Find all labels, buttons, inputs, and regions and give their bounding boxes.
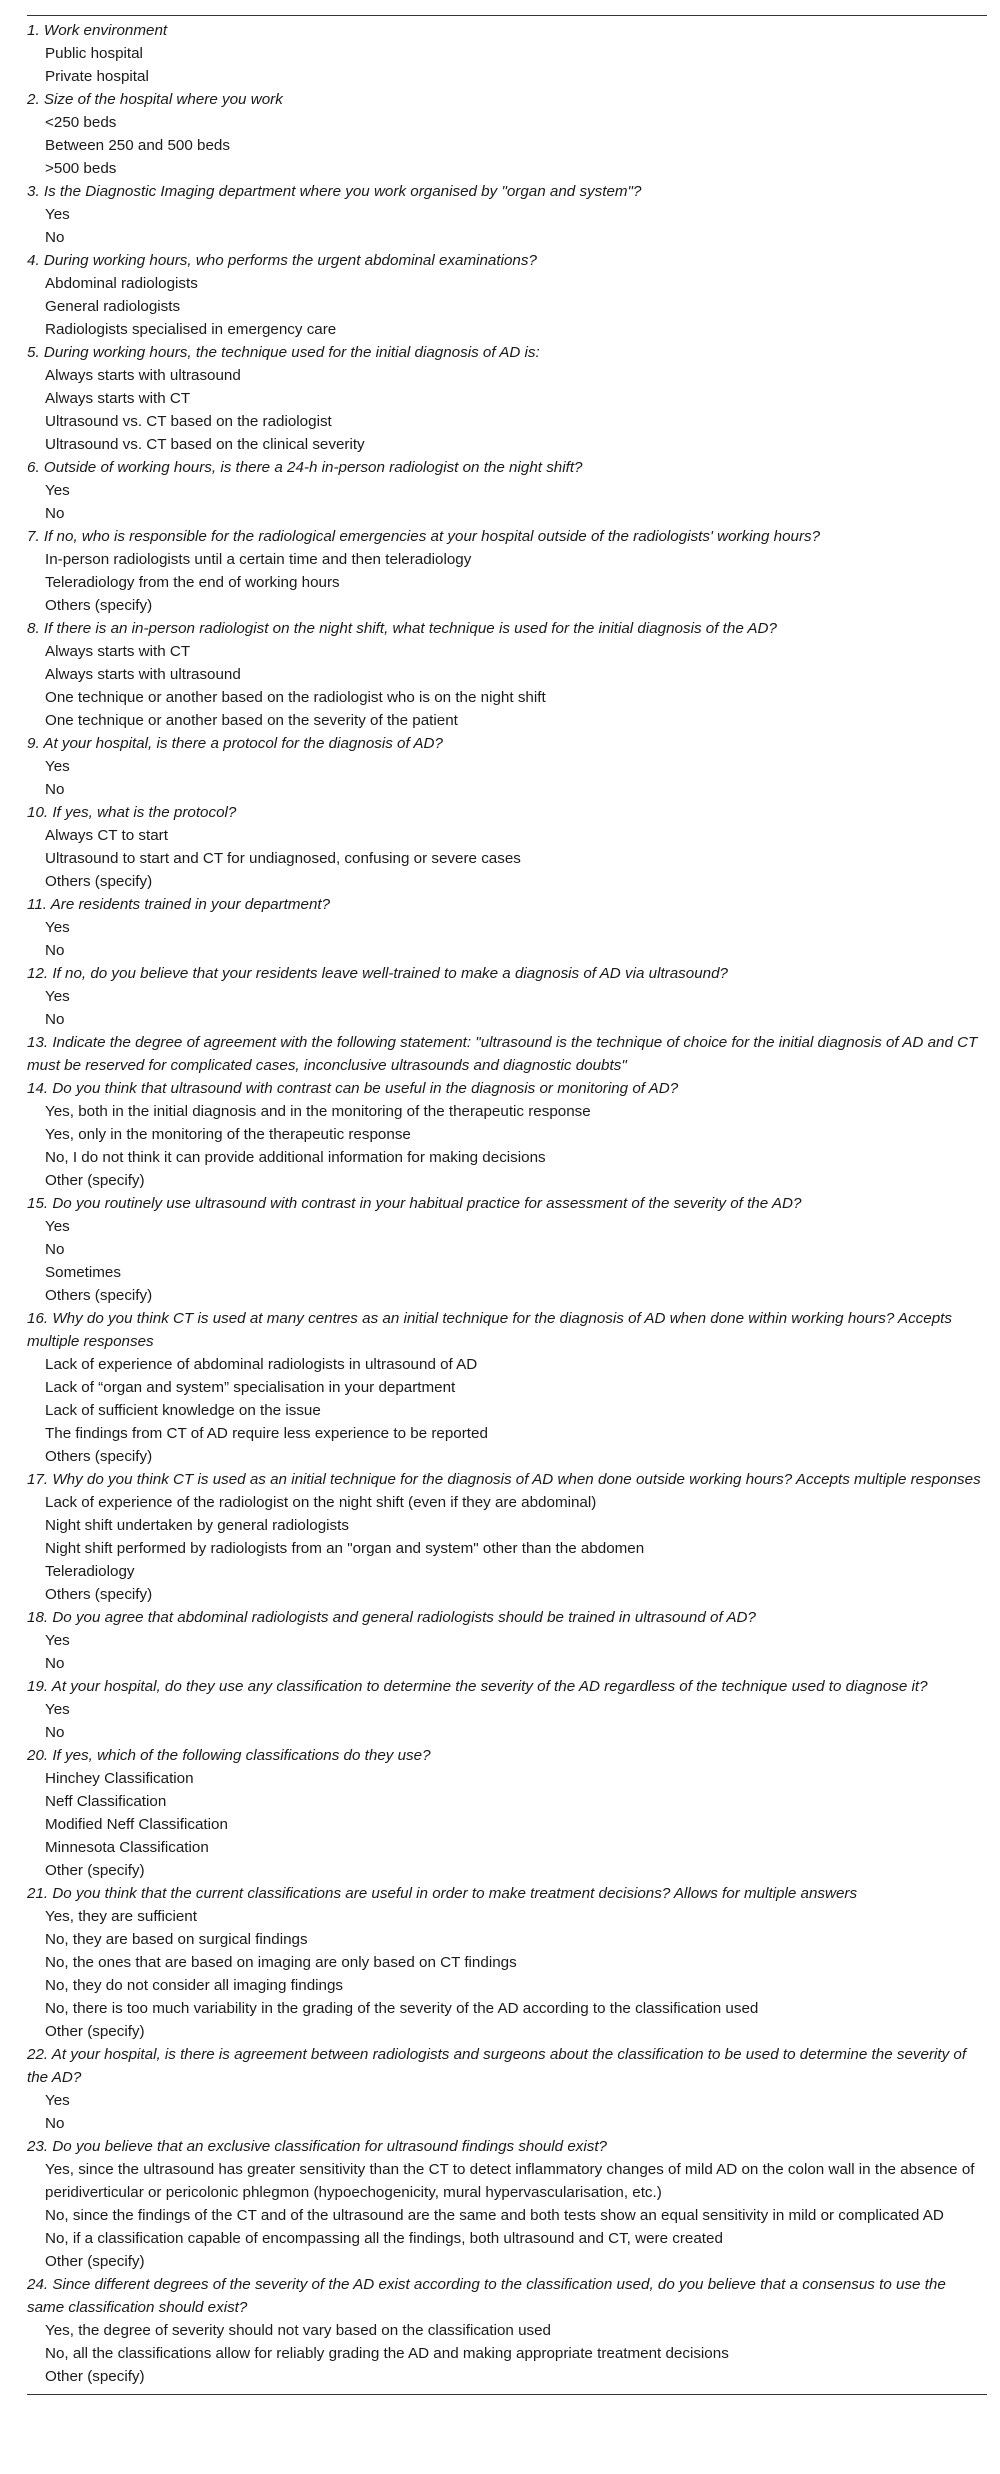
question-6-option: No: [45, 505, 65, 522]
question-20: 20. If yes, which of the following classifications do they use?: [27, 1747, 431, 1764]
question-6: 6. Outside of working hours, is there a 24-h in-person radiologist on the night shift?: [27, 459, 583, 476]
question-8: 8. If there is an in-person radiologist on the night shift, what technique is used for the initial diagnosis of the AD?: [27, 620, 777, 637]
question-5-option: Ultrasound vs. CT based on the clinical severity: [45, 436, 365, 453]
question-21-option: Yes, they are sufficient: [45, 1908, 197, 1925]
question-21-option: No, they do not consider all imaging findings: [45, 1977, 344, 1994]
question-15-option: Yes: [45, 1218, 70, 1235]
question-18: 18. Do you agree that abdominal radiologists and general radiologists should be trained in ultrasound of AD?: [27, 1609, 756, 1626]
question-7-option: Teleradiology from the end of working hours: [45, 574, 340, 591]
question-23-option: No, if a classification capable of encompassing all the findings, both ultrasound and CT, were created: [45, 2230, 723, 2247]
question-22: 22. At your hospital, is there is agreement between radiologists and surgeons about the classification to be used to determine the severity of the AD?: [27, 2046, 967, 2086]
question-16: 16. Why do you think CT is used at many centres as an initial technique for the diagnosis of AD when done within working hours? Accepts multiple responses: [27, 1310, 952, 1350]
question-8-option: One technique or another based on the radiologist who is on the night shift: [45, 689, 546, 706]
question-14-option: No, I do not think it can provide additional information for making decisions: [45, 1149, 546, 1166]
question-18-option: Yes: [45, 1632, 70, 1649]
question-20-option: Hinchey Classification: [45, 1770, 194, 1787]
question-10-option: Others (specify): [45, 873, 153, 890]
question-24: 24. Since different degrees of the severity of the AD exist according to the classification used, do you believe that a consensus to use the same classification should exist?: [27, 2276, 946, 2316]
question-2-option: Between 250 and 500 beds: [45, 137, 230, 154]
question-23-option: Other (specify): [45, 2253, 145, 2270]
question-11: 11. Are residents trained in your department?: [27, 896, 331, 913]
question-17-option: Others (specify): [45, 1586, 153, 1603]
question-18-option: No: [45, 1655, 65, 1672]
question-15-option: Sometimes: [45, 1264, 121, 1281]
question-5-option: Always starts with ultrasound: [45, 367, 241, 384]
question-24-option: No, all the classifications allow for reliably grading the AD and making appropriate treatment decisions: [45, 2345, 729, 2362]
question-9-option: No: [45, 781, 65, 798]
question-1-option: Public hospital: [45, 45, 143, 62]
question-14-option: Yes, both in the initial diagnosis and in the monitoring of the therapeutic response: [45, 1103, 591, 1120]
question-22-option: No: [45, 2115, 65, 2132]
question-4: 4. During working hours, who performs the urgent abdominal examinations?: [27, 252, 537, 269]
question-3: 3. Is the Diagnostic Imaging department where you work organised by "organ and system"?: [27, 183, 642, 200]
question-9-option: Yes: [45, 758, 70, 775]
question-14-option: Yes, only in the monitoring of the therapeutic response: [45, 1126, 411, 1143]
question-8-option: Always starts with CT: [45, 643, 191, 660]
question-4-option: General radiologists: [45, 298, 181, 315]
question-14-option: Other (specify): [45, 1172, 145, 1189]
question-21-option: No, they are based on surgical findings: [45, 1931, 308, 1948]
question-11-option: No: [45, 942, 65, 959]
question-8-option: One technique or another based on the severity of the patient: [45, 712, 458, 729]
question-23-option: No, since the findings of the CT and of the ultrasound are the same and both tests show an equal sensitivity in mild or complicated AD: [45, 2207, 944, 2224]
question-16-option: Others (specify): [45, 1448, 153, 1465]
question-20-option: Neff Classification: [45, 1793, 167, 1810]
question-12: 12. If no, do you believe that your residents leave well-trained to make a diagnosis of AD via ultrasound?: [27, 965, 728, 982]
question-13: 13. Indicate the degree of agreement with the following statement: "ultrasound is the technique of choice for the initial diagnosis of AD and CT must be reserved for complicated cases, inconclusive ultrasounds and diagnostic doubts": [27, 1034, 978, 1074]
question-11-option: Yes: [45, 919, 70, 936]
question-21-option: Other (specify): [45, 2023, 145, 2040]
question-1-option: Private hospital: [45, 68, 149, 85]
question-23-option: Yes, since the ultrasound has greater sensitivity than the CT to detect inflammatory changes of mild AD on the colon wall in the absence of peridiverticular or pericolonic phlegmon (hypoechogenicity, mural hypervascularisation, etc.): [45, 2161, 975, 2201]
question-5-option: Ultrasound vs. CT based on the radiologist: [45, 413, 332, 430]
question-19-option: Yes: [45, 1701, 70, 1718]
question-12-option: Yes: [45, 988, 70, 1005]
question-17-option: Night shift performed by radiologists from an "organ and system" other than the abdomen: [45, 1540, 645, 1557]
question-17-option: Teleradiology: [45, 1563, 135, 1580]
question-8-option: Always starts with ultrasound: [45, 666, 241, 683]
question-21-option: No, there is too much variability in the grading of the severity of the AD according to the classification used: [45, 2000, 759, 2017]
question-24-option: Yes, the degree of severity should not vary based on the classification used: [45, 2322, 551, 2339]
question-17-option: Lack of experience of the radiologist on the night shift (even if they are abdominal): [45, 1494, 597, 1511]
question-24-option: Other (specify): [45, 2368, 145, 2385]
question-10-option: Always CT to start: [45, 827, 168, 844]
question-14: 14. Do you think that ultrasound with contrast can be useful in the diagnosis or monitoring of AD?: [27, 1080, 679, 1097]
question-19: 19. At your hospital, do they use any classification to determine the severity of the AD regardless of the technique used to diagnose it?: [27, 1678, 928, 1695]
question-16-option: The findings from CT of AD require less experience to be reported: [45, 1425, 488, 1442]
question-23: 23. Do you believe that an exclusive classification for ultrasound findings should exist?: [27, 2138, 607, 2155]
question-15-option: No: [45, 1241, 65, 1258]
question-9: 9. At your hospital, is there a protocol for the diagnosis of AD?: [27, 735, 443, 752]
question-5-option: Always starts with CT: [45, 390, 191, 407]
question-16-option: Lack of sufficient knowledge on the issue: [45, 1402, 321, 1419]
question-2-option: >500 beds: [45, 160, 117, 177]
question-12-option: No: [45, 1011, 65, 1028]
question-2-option: <250 beds: [45, 114, 117, 131]
question-20-option: Modified Neff Classification: [45, 1816, 228, 1833]
question-3-option: Yes: [45, 206, 70, 223]
question-6-option: Yes: [45, 482, 70, 499]
question-7-option: Others (specify): [45, 597, 153, 614]
question-7-option: In-person radiologists until a certain time and then teleradiology: [45, 551, 472, 568]
question-16-option: Lack of “organ and system” specialisation in your department: [45, 1379, 456, 1396]
question-20-option: Minnesota Classification: [45, 1839, 209, 1856]
question-21-option: No, the ones that are based on imaging are only based on CT findings: [45, 1954, 517, 1971]
question-22-option: Yes: [45, 2092, 70, 2109]
question-10: 10. If yes, what is the protocol?: [27, 804, 237, 821]
question-15: 15. Do you routinely use ultrasound with contrast in your habitual practice for assessment of the severity of the AD?: [27, 1195, 802, 1212]
survey-questionnaire-table: [27, 15, 987, 2395]
question-10-option: Ultrasound to start and CT for undiagnosed, confusing or severe cases: [45, 850, 521, 867]
question-17: 17. Why do you think CT is used as an initial technique for the diagnosis of AD when done outside working hours? Accepts multiple responses: [27, 1471, 981, 1488]
question-5: 5. During working hours, the technique used for the initial diagnosis of AD is:: [27, 344, 540, 361]
question-4-option: Abdominal radiologists: [45, 275, 198, 292]
question-7: 7. If no, who is responsible for the radiological emergencies at your hospital outside of the radiologists' working hours?: [27, 528, 821, 545]
question-15-option: Others (specify): [45, 1287, 153, 1304]
question-4-option: Radiologists specialised in emergency care: [45, 321, 337, 338]
question-3-option: No: [45, 229, 65, 246]
question-17-option: Night shift undertaken by general radiologists: [45, 1517, 349, 1534]
question-20-option: Other (specify): [45, 1862, 145, 1879]
question-16-option: Lack of experience of abdominal radiologists in ultrasound of AD: [45, 1356, 478, 1373]
question-2: 2. Size of the hospital where you work: [27, 91, 283, 108]
question-19-option: No: [45, 1724, 65, 1741]
question-21: 21. Do you think that the current classifications are useful in order to make treatment decisions? Allows for multiple answers: [27, 1885, 858, 1902]
question-1: 1. Work environment: [27, 22, 168, 39]
